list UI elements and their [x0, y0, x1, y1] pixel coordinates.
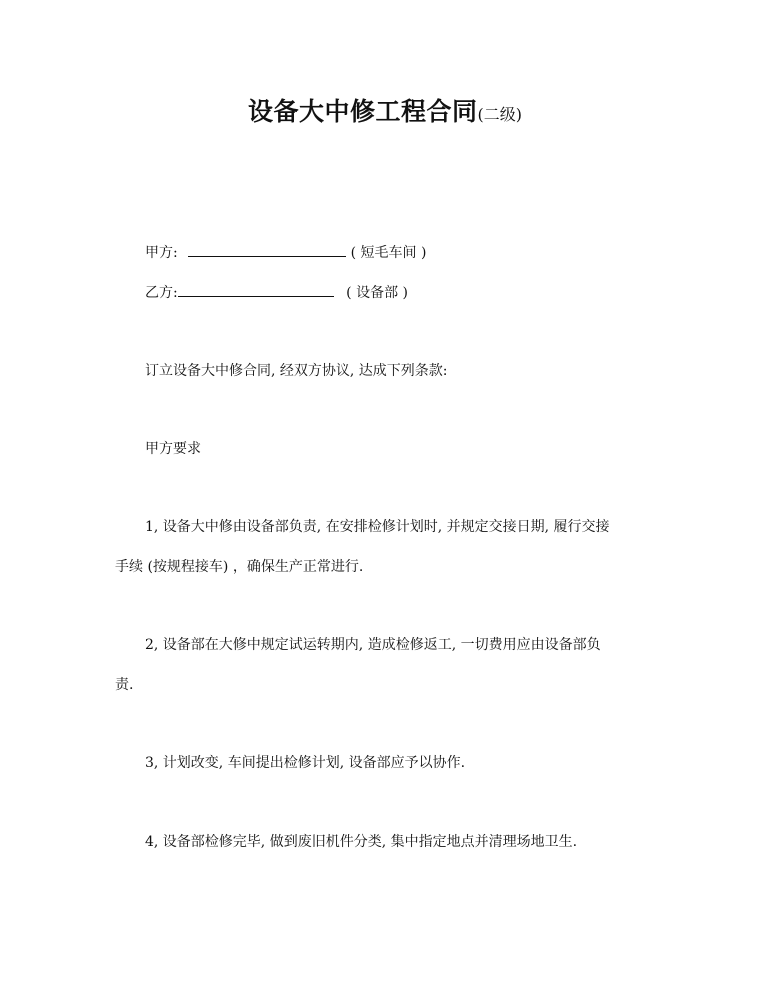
party-a-blank: [188, 242, 346, 257]
party-b-value: ( 设备部 ): [346, 285, 408, 301]
clause-3-line-1: 3, 计划改变, 车间提出检修计划, 设备部应予以协作.: [145, 755, 466, 771]
document-title: [0, 92, 770, 128]
clause-1-line-1: 1, 设备大中修由设备部负责, 在安排检修计划时, 并规定交接日期, 履行交接: [145, 519, 610, 535]
party-a-value: ( 短毛车间 ): [350, 245, 427, 261]
clause-4-line-1: 4, 设备部检修完毕, 做到废旧机件分类, 集中指定地点并清理场地卫生.: [145, 834, 578, 850]
party-b-label: 乙方:: [145, 285, 178, 301]
clause-2-line-1: 2, 设备部在大修中规定试运转期内, 造成检修返工, 一切费用应由设备部负: [145, 637, 601, 653]
intro-text: 订立设备大中修合同, 经双方协议, 达成下列条款:: [145, 363, 448, 379]
party-a-label: 甲方:: [145, 245, 178, 261]
title-main: 设备大中修工程合同: [247, 97, 478, 126]
party-b-line: [145, 282, 408, 303]
party-a-line: [145, 242, 426, 263]
section-heading: 甲方要求: [145, 441, 201, 457]
clause-2-line-2: 责.: [115, 677, 134, 693]
title-level: (二级): [477, 105, 522, 124]
party-b-blank: [178, 282, 334, 297]
clause-1-line-2: 手续 (按规程接车) ，确保生产正常进行.: [115, 559, 364, 575]
